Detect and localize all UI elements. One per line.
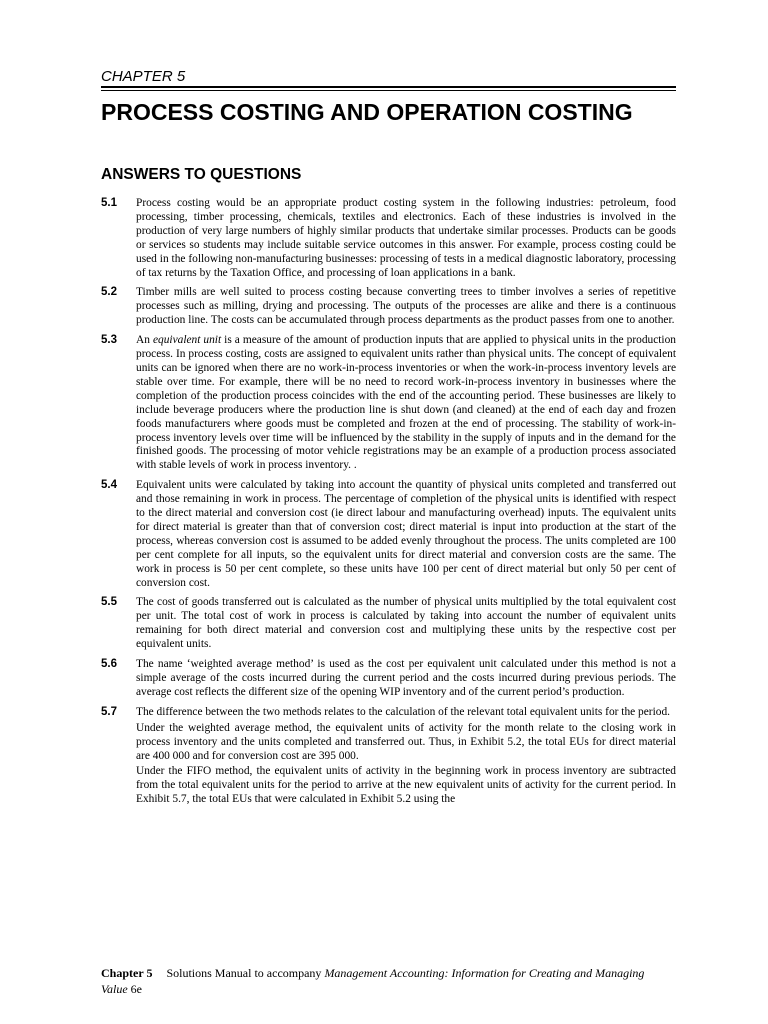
- answer-paragraph: Under the FIFO method, the equivalent units of activity in the beginning work in process inventory are subtracted from the total equivalent units for the period to arrive at the new equivalent units of activity for the current period. In Exhibit 5.7, the total EUs that were calculated in Exhibit 5.2 using the: [136, 765, 676, 806]
- answer-paragraph: The cost of goods transferred out is calculated as the number of physical units multiplied by the total equivalent cost per unit. The total cost of work in process is calculated by taking into account the number of equivalent units remaining for both direct material and conversion cost and multiplying these units by the respective cost per equivalent units.: [136, 596, 676, 651]
- answer-paragraph: Timber mills are well suited to process costing because converting trees to timber involves a series of repetitive processes such as milling, drying and processing. The outputs of the processes are alike and there is a continuous production line. The costs can be accumulated through process departments as the product passes from one to another.: [136, 286, 676, 327]
- paragraph-lead: An: [136, 334, 153, 347]
- header-rule-thin: [101, 90, 676, 91]
- answer-paragraph: [136, 334, 676, 473]
- answer-paragraph: Equivalent units were calculated by taking into account the quantity of physical units completed and transferred out and those remaining in work in process. The percentage of completion of the physical units is identified with respect to the direct material and conversion cost (ie direct labour and manufacturing overhead) inputs. The equivalent units for direct material is greater than that of conversion cost; direct material is input into production at the start of the process, whereas conversion cost is assumed to be added evenly throughout the process. The units completed are 100 per cent complete for all inputs, so the equivalent units for direct material and conversion costs are the same. The work in process is 50 per cent complete, so these units have 100 per cent of direct material but only 50 per cent of conversion cost.: [136, 479, 676, 589]
- answers-list: [101, 197, 676, 813]
- section-subtitle: ANSWERS TO QUESTIONS: [101, 166, 302, 183]
- answer-5-3: [101, 334, 676, 473]
- defined-term: equivalent unit: [152, 334, 222, 347]
- answer-paragraph: The difference between the two methods relates to the calculation of the relevant total equivalent units for the period.: [136, 705, 671, 718]
- answer-number: 5.7: [101, 705, 117, 718]
- answer-paragraph: Process costing would be an appropriate product costing system in the following industries: petroleum, food processing, timber processing, chemicals, textiles and electronics. Each of these industries is involved in the production of very large numbers of highly similar products that undertake similar processes. Products can be goods or services so students may include suitable service outcomes in this answer. For example, process costing could be used in the following non-manufacturing businesses: processing of tests in a medical diagnostic laboratory, processing of tax returns by the Taxation Office, and processing of loan applications in a bank.: [136, 197, 676, 279]
- footer-text: Solutions Manual to accompany: [166, 966, 325, 980]
- footer-edition: 6e: [127, 982, 142, 996]
- answer-5-6: [101, 658, 676, 700]
- answer-5-1: [101, 197, 676, 280]
- answer-5-2: [101, 286, 676, 328]
- answer-number: 5.4: [101, 479, 117, 492]
- chapter-label: CHAPTER 5: [101, 68, 186, 85]
- answer-number: 5.5: [101, 596, 117, 609]
- page-footer: [101, 965, 661, 997]
- answer-paragraph: Under the weighted average method, the equivalent units of activity for the month relate to the closing work in process inventory and the units completed and transferred out. Thus, in Exhibit 5.2, the total EUs for direct material are 400 000 and for conversion cost are 395 000.: [136, 721, 676, 762]
- answer-number: 5.6: [101, 658, 117, 671]
- answer-number: 5.1: [101, 197, 117, 209]
- answer-5-7: [101, 706, 676, 807]
- answer-paragraph: The name ‘weighted average method’ is used as the cost per equivalent unit calculated under this method is not a simple average of the costs incurred during the current period and the costs incurred during previous periods. The average cost reflects the different size of the opening WIP inventory and of the current period’s production.: [136, 658, 676, 698]
- answer-number: 5.2: [101, 286, 117, 299]
- footer-chapter: Chapter 5: [101, 966, 153, 980]
- page-title: PROCESS COSTING AND OPERATION COSTING: [101, 99, 633, 125]
- answer-number: 5.3: [101, 334, 117, 347]
- answer-5-5: [101, 596, 676, 652]
- footer-book-title: Management Accounting: Information for Creating and Managing Value: [101, 966, 645, 996]
- paragraph-rest: is a measure of the amount of production inputs that are applied to physical units in the production process. In process costing, costs are assigned to equivalent units rather than physical units. The concept of equivalent units can be ignored when there are no work-in-process inventories or when the work-in-process inventory levels are stable over time. For example, there will be no need to record work-in-process inventory in businesses where the completion of the production process coincides with the end of the accounting period. These businesses are likely to include beverage producers where the production line is shut down (and cleaned) at the end of each day and frozen foods manufacturers where goods must be completed and frozen at the end of processing. The stability of work-in-process inventory levels over time will be influenced by the stability in the supply of inputs and in the demand for the finished goods. The processing of motor vehicle registrations may be an example of a production process associated with stable levels of work in process inventory. .: [136, 334, 676, 472]
- header-rule-thick: [101, 86, 676, 88]
- answer-5-4: [101, 479, 676, 590]
